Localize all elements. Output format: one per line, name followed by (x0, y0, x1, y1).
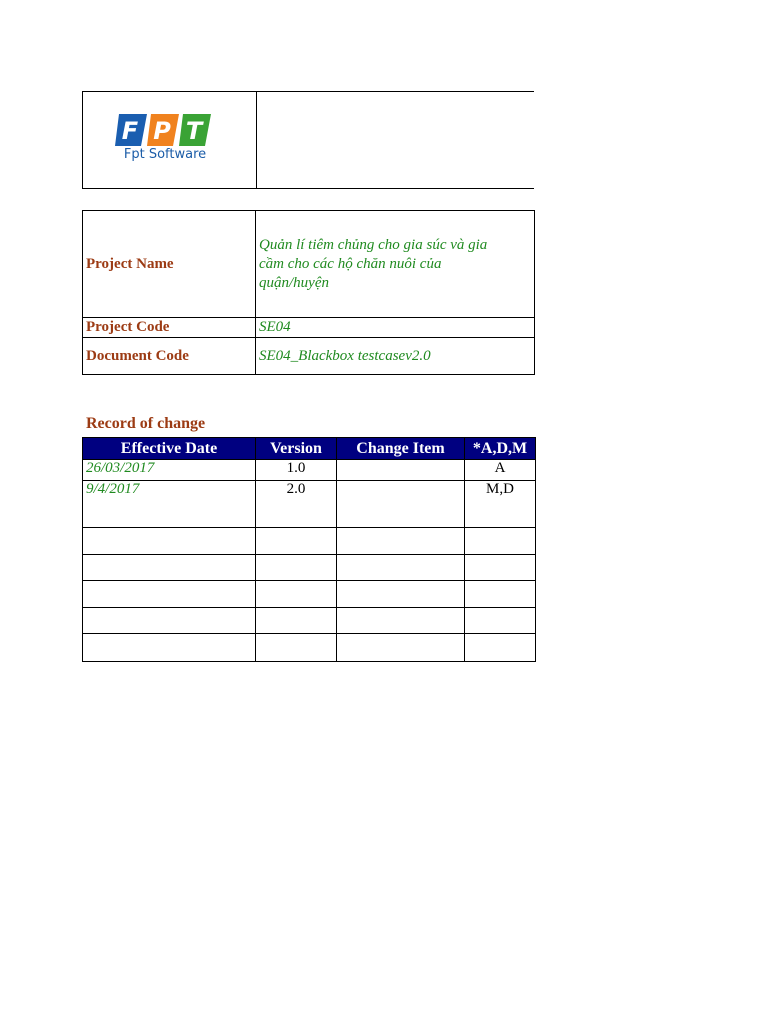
cell-date (83, 528, 256, 555)
document-code-value: SE04_Blackbox testcasev2.0 (256, 338, 535, 375)
cell-version (256, 528, 337, 555)
cell-adm (465, 555, 536, 581)
document-code-row (83, 338, 535, 375)
project-code-row (83, 318, 535, 338)
cell-date (83, 608, 256, 634)
project-name-row (83, 211, 535, 318)
cell-adm: M,D (465, 481, 536, 528)
cell-adm (465, 528, 536, 555)
logo-cell (82, 91, 257, 189)
table-row (83, 608, 536, 634)
header-blank-cell (255, 91, 534, 189)
cell-change-item (337, 481, 465, 528)
cell-change-item (337, 555, 465, 581)
project-name-text: Quản lí tiêm chủng cho gia súc và gia cầm cho các hộ chăn nuôi của quận/huyện (259, 236, 488, 291)
cell-change-item (337, 634, 465, 662)
cell-adm (465, 634, 536, 662)
cell-adm: A (465, 460, 536, 481)
project-code-label: Project Code (83, 318, 256, 338)
cell-adm (465, 581, 536, 608)
cell-change-item (337, 528, 465, 555)
cell-date (83, 634, 256, 662)
cell-date: 9/4/2017 (83, 481, 256, 528)
table-row (83, 481, 536, 528)
cell-change-item (337, 460, 465, 481)
col-header-adm: *A,D,M (465, 438, 536, 460)
document-header (82, 91, 534, 189)
logo-letter-f: F (121, 117, 139, 145)
cell-version (256, 634, 337, 662)
table-row (83, 460, 536, 481)
col-header-version: Version (256, 438, 337, 460)
cell-version (256, 581, 337, 608)
record-of-change-table (82, 437, 536, 662)
table-header-row (83, 438, 536, 460)
table-row (83, 555, 536, 581)
cell-version (256, 608, 337, 634)
cell-version: 1.0 (256, 460, 337, 481)
logo-letter-t: T (185, 117, 203, 145)
logo-letter-p: P (153, 117, 171, 145)
project-code-value: SE04 (256, 318, 535, 338)
table-row (83, 528, 536, 555)
project-name-value (256, 211, 535, 318)
record-of-change-title: Record of change (86, 415, 206, 432)
project-name-label: Project Name (83, 211, 256, 318)
document-code-label: Document Code (83, 338, 256, 375)
project-info-table (82, 210, 535, 375)
col-header-change-item: Change Item (337, 438, 465, 460)
cell-date (83, 555, 256, 581)
table-row (83, 581, 536, 608)
cell-date (83, 581, 256, 608)
cell-date: 26/03/2017 (83, 460, 256, 481)
cell-adm (465, 608, 536, 634)
cell-version: 2.0 (256, 481, 337, 528)
logo-caption: Fpt Software (123, 147, 207, 162)
table-row (83, 634, 536, 662)
cell-change-item (337, 581, 465, 608)
cell-change-item (337, 608, 465, 634)
cell-version (256, 555, 337, 581)
col-header-effective-date: Effective Date (83, 438, 256, 460)
